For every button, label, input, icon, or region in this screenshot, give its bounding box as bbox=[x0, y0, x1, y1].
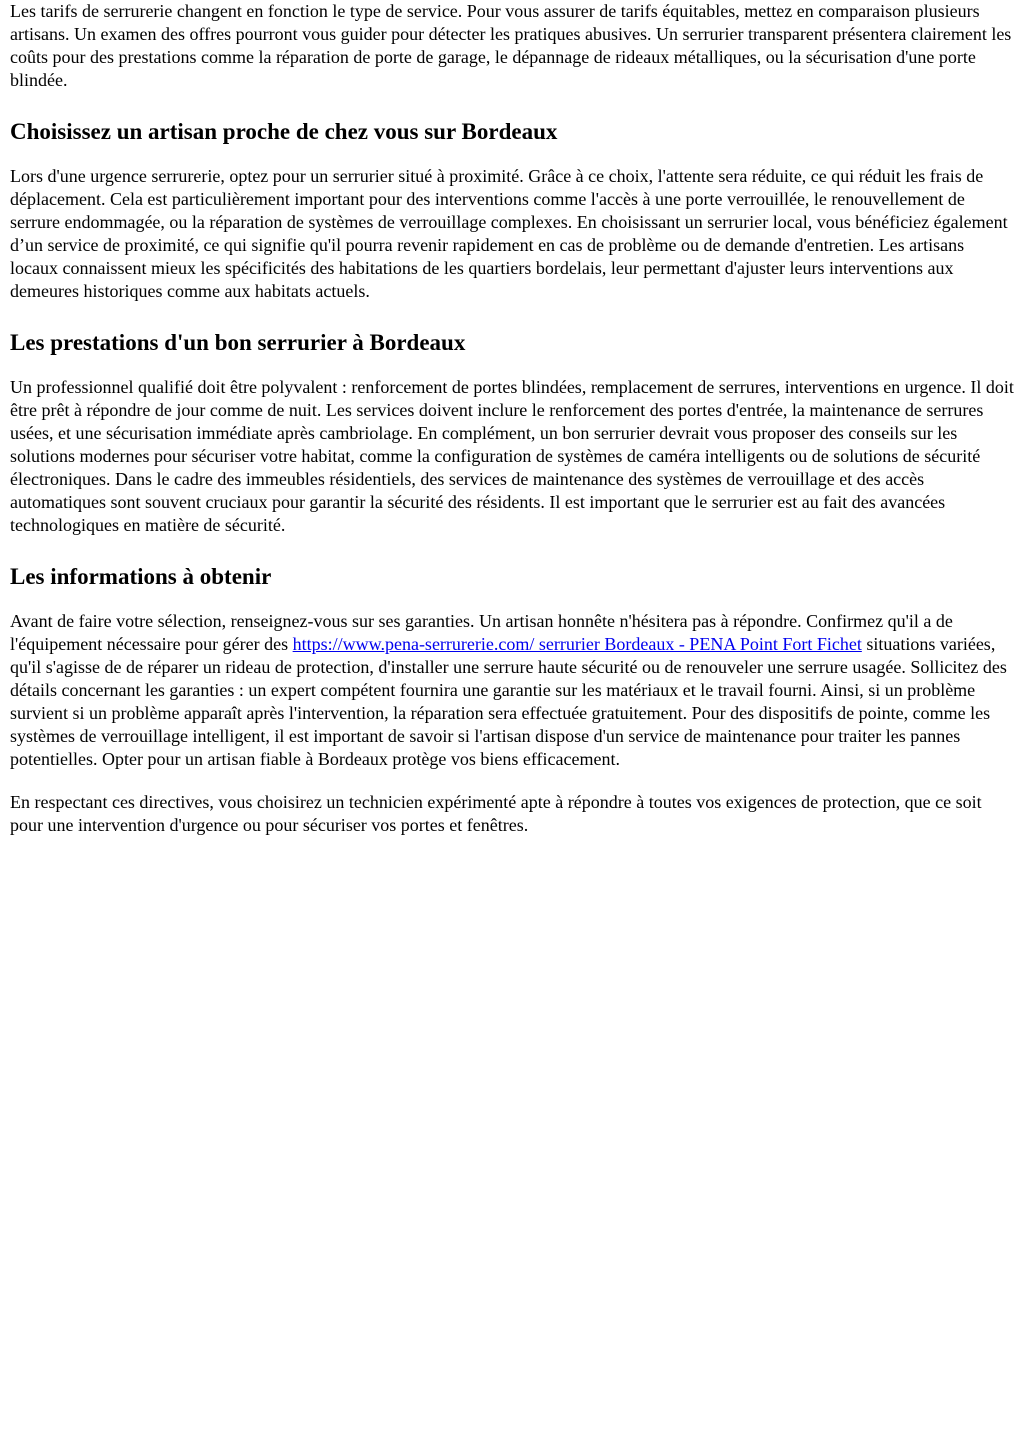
intro-paragraph: Les tarifs de serrurerie changent en fonction le type de service. Pour vous assurer de tarifs équitables, mettez en comparaison plusieurs artisans. Un examen des offres pourront vous guider pour détecter les pratiques abusives. Un serrurier transparent présentera clairement les coûts pour des prestations comme la réparation de porte de garage, le dépannage de rideaux métalliques, ou la sécurisation d'une porte blindée. bbox=[10, 1, 1012, 90]
section-heading-services: Les prestations d'un bon serrurier à Bordeaux bbox=[10, 330, 466, 355]
serrurier-bordeaux-link[interactable]: https://www.pena-serrurerie.com/ serrurier Bordeaux - PENA Point Fort Fichet bbox=[292, 634, 862, 654]
section-paragraph-local-artisan: Lors d'une urgence serrurerie, optez pour un serrurier situé à proximité. Grâce à ce choix, l'attente sera réduite, ce qui réduit les frais de déplacement. Cela est particulièrement important pour des interventions comme l'accès à une porte verrouillée, le renouvellement de serrure endommagée, ou la réparation de systèmes de verrouillage complexes. En choisissant un serrurier local, vous bénéficiez également d’un service de proximité, ce qui signifie qu'il pourra revenir rapidement en cas de problème ou de demande d'entretien. Les artisans locaux connaissent mieux les spécificités des habitations de les quartiers bordelais, leur permettant d'ajuster leurs interventions aux demeures historiques comme aux habitats actuels. bbox=[10, 166, 1008, 301]
conclusion-paragraph: En respectant ces directives, vous choisirez un technicien expérimenté apte à répondre à toutes vos exigences de protection, que ce soit pour une intervention d'urgence ou pour sécuriser vos portes et fenêtres. bbox=[10, 792, 982, 835]
section-heading-information: Les informations à obtenir bbox=[10, 564, 272, 589]
section-paragraph-services: Un professionnel qualifié doit être polyvalent : renforcement de portes blindées, remplacement de serrures, interventions en urgence. Il doit être prêt à répondre de jour comme de nuit. Les services doivent inclure le renforcement des portes d'entrée, la maintenance de serrures usées, et une sécurisation immédiate après cambriolage. En complément, un bon serrurier devrait vous proposer des conseils sur les solutions modernes pour sécuriser votre habitat, comme la configuration de systèmes de caméra intelligents ou de solutions de sécurité électroniques. Dans le cadre des immeubles résidentiels, des services de maintenance des systèmes de verrouillage et des accès automatiques sont souvent cruciaux pour garantir la sécurité des résidents. Il est important que le serrurier est au fait des avancées technologiques en matière de sécurité. bbox=[10, 377, 1014, 535]
information-text-before-link: Avant de faire votre sélection, renseignez-vous sur ses garanties. Un artisan honnête n'hésitera pas à répondre. Confirmez qu'il a de l'équipement nécessaire pour gérer des bbox=[10, 611, 953, 654]
information-text-after-link: situations variées, qu'il s'agisse de de réparer un rideau de protection, d'installer une serrure haute sécurité ou de renouveler une serrure usagée. Sollicitez des détails concernant les garanties : un expert compétent fournira une garantie sur les matériaux et le travail fourni. Ainsi, si un problème survient si un problème apparaît après l'intervention, la réparation sera effectuée gratuitement. Pour des dispositifs de pointe, comme les systèmes de verrouillage intelligent, il est important de savoir si l'artisan dispose d'un service de maintenance pour traiter les pannes potentielles. Opter pour un artisan fiable à Bordeaux protège vos biens efficacement. bbox=[10, 634, 1007, 769]
section-heading-local-artisan: Choisissez un artisan proche de chez vous sur Bordeaux bbox=[10, 119, 558, 144]
section-paragraph-information bbox=[10, 610, 1014, 771]
article-body bbox=[10, 0, 1014, 837]
